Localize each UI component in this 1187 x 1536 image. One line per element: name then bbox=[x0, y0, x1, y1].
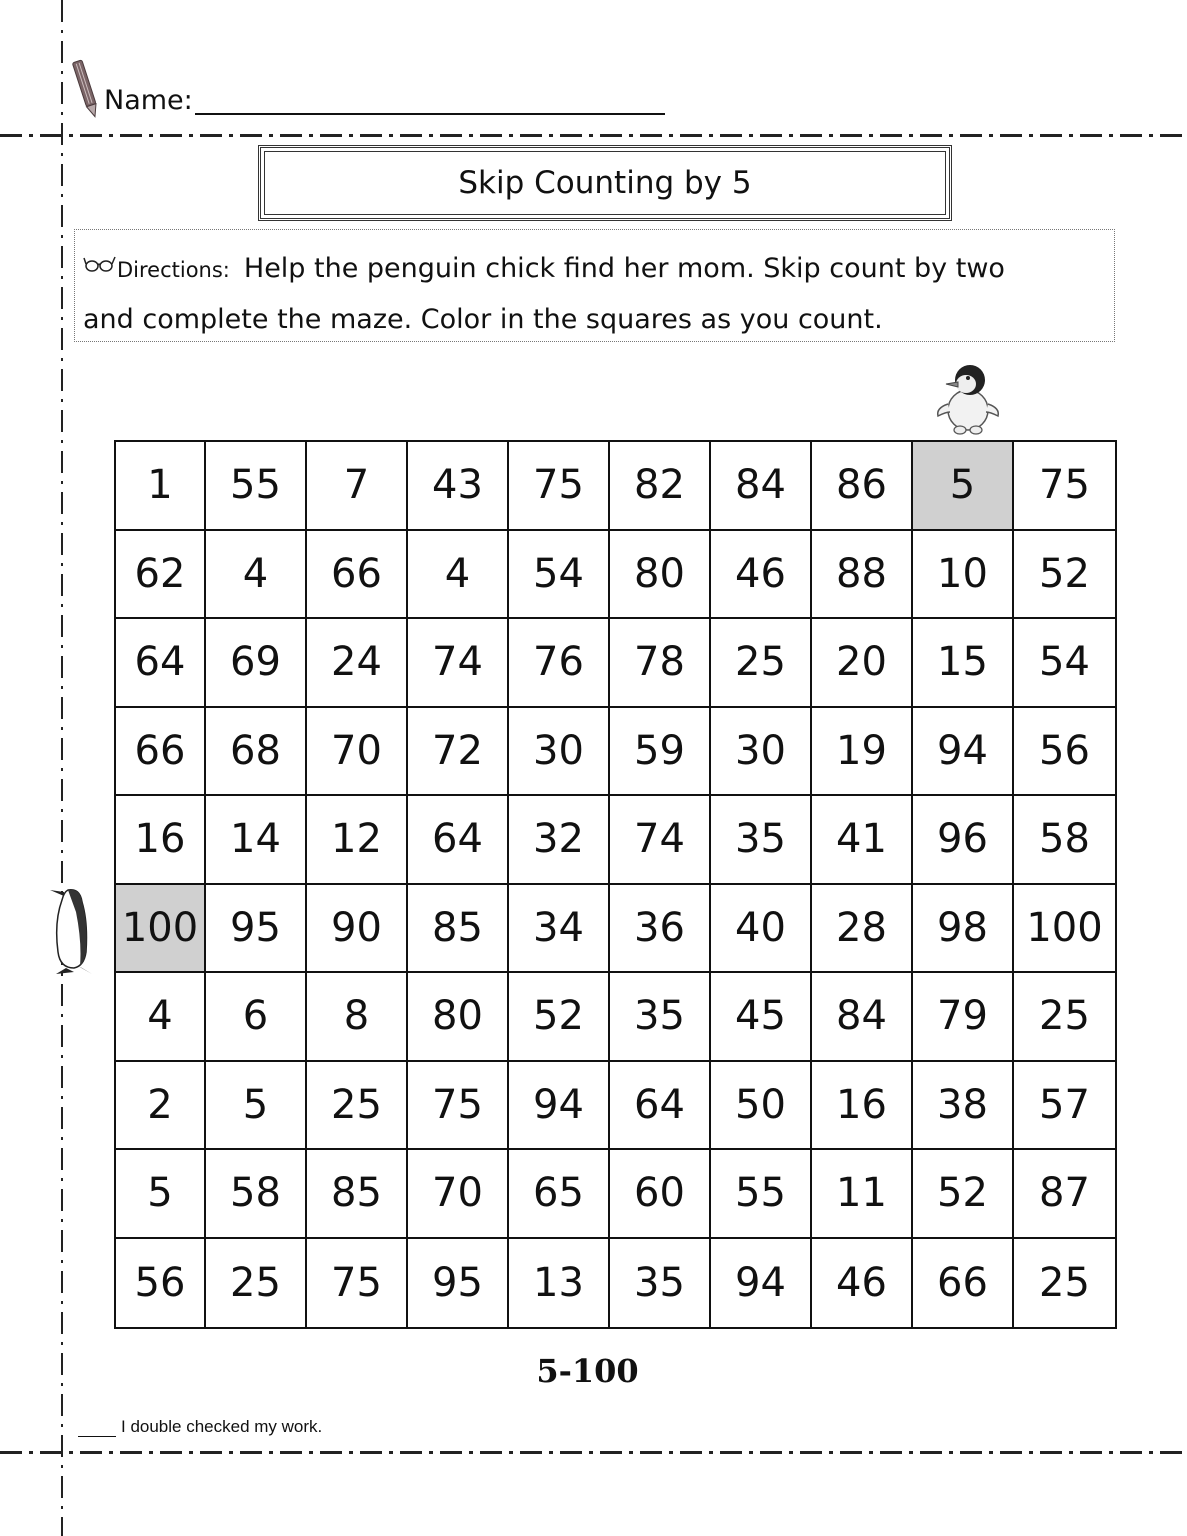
cut-line-top bbox=[0, 134, 1187, 137]
maze-cell[interactable]: 88 bbox=[812, 531, 913, 620]
name-label: Name: bbox=[104, 85, 193, 116]
maze-cell-shaded[interactable]: 5 bbox=[913, 442, 1014, 531]
maze-cell[interactable]: 8 bbox=[307, 973, 408, 1062]
maze-cell[interactable]: 70 bbox=[408, 1150, 509, 1239]
maze-cell[interactable]: 55 bbox=[206, 442, 307, 531]
maze-cell[interactable]: 38 bbox=[913, 1062, 1014, 1151]
maze-cell[interactable]: 25 bbox=[711, 619, 812, 708]
maze-cell[interactable]: 66 bbox=[307, 531, 408, 620]
maze-cell[interactable]: 55 bbox=[711, 1150, 812, 1239]
maze-cell[interactable]: 36 bbox=[610, 885, 711, 974]
directions-line-1 bbox=[83, 240, 1106, 295]
check-text: I double checked my work. bbox=[121, 1417, 323, 1436]
maze-cell[interactable]: 7 bbox=[307, 442, 408, 531]
maze-cell[interactable]: 82 bbox=[610, 442, 711, 531]
maze-cell[interactable]: 59 bbox=[610, 708, 711, 797]
maze-cell[interactable]: 11 bbox=[812, 1150, 913, 1239]
maze-cell[interactable]: 70 bbox=[307, 708, 408, 797]
range-label: 5-100 bbox=[536, 1352, 639, 1390]
maze-cell[interactable]: 56 bbox=[1014, 708, 1115, 797]
maze-cell[interactable]: 5 bbox=[206, 1062, 307, 1151]
maze-cell[interactable]: 50 bbox=[711, 1062, 812, 1151]
maze-grid bbox=[114, 440, 1117, 1329]
maze-cell[interactable]: 13 bbox=[509, 1239, 610, 1328]
maze-cell[interactable]: 64 bbox=[116, 619, 206, 708]
maze-cell[interactable]: 35 bbox=[610, 1239, 711, 1328]
maze-cell[interactable]: 25 bbox=[307, 1062, 408, 1151]
maze-cell[interactable]: 84 bbox=[812, 973, 913, 1062]
maze-cell[interactable]: 94 bbox=[913, 708, 1014, 797]
maze-cell[interactable]: 85 bbox=[307, 1150, 408, 1239]
maze-cell[interactable]: 43 bbox=[408, 442, 509, 531]
maze-cell[interactable]: 32 bbox=[509, 796, 610, 885]
maze-cell[interactable]: 100 bbox=[1014, 885, 1115, 974]
name-row bbox=[72, 50, 665, 120]
name-input-line[interactable] bbox=[195, 113, 665, 115]
maze-cell[interactable]: 68 bbox=[206, 708, 307, 797]
maze-cell[interactable]: 34 bbox=[509, 885, 610, 974]
maze-cell[interactable]: 78 bbox=[610, 619, 711, 708]
maze-cell[interactable]: 75 bbox=[509, 442, 610, 531]
maze-cell[interactable]: 72 bbox=[408, 708, 509, 797]
maze-cell[interactable]: 4 bbox=[206, 531, 307, 620]
maze-cell[interactable]: 84 bbox=[711, 442, 812, 531]
maze-cell[interactable]: 30 bbox=[711, 708, 812, 797]
maze-cell[interactable]: 60 bbox=[610, 1150, 711, 1239]
maze-cell[interactable]: 80 bbox=[408, 973, 509, 1062]
maze-cell[interactable]: 12 bbox=[307, 796, 408, 885]
maze-cell[interactable]: 20 bbox=[812, 619, 913, 708]
maze-cell[interactable]: 75 bbox=[1014, 442, 1115, 531]
maze-cell[interactable]: 74 bbox=[610, 796, 711, 885]
page-title: Skip Counting by 5 bbox=[458, 165, 752, 201]
maze-cell[interactable]: 66 bbox=[116, 708, 206, 797]
maze-cell[interactable]: 58 bbox=[1014, 796, 1115, 885]
maze-cell[interactable]: 19 bbox=[812, 708, 913, 797]
maze-cell[interactable]: 66 bbox=[913, 1239, 1014, 1328]
maze-cell[interactable]: 94 bbox=[509, 1062, 610, 1151]
maze-cell[interactable]: 96 bbox=[913, 796, 1014, 885]
maze-cell[interactable]: 65 bbox=[509, 1150, 610, 1239]
maze-cell[interactable]: 40 bbox=[711, 885, 812, 974]
maze-cell[interactable]: 74 bbox=[408, 619, 509, 708]
maze-cell[interactable]: 14 bbox=[206, 796, 307, 885]
maze-cell[interactable]: 25 bbox=[1014, 1239, 1115, 1328]
maze-cell[interactable]: 87 bbox=[1014, 1150, 1115, 1239]
maze-cell[interactable]: 25 bbox=[1014, 973, 1115, 1062]
directions-text-1: Help the penguin chick find her mom. Skip count by two bbox=[243, 253, 1005, 284]
maze-cell[interactable]: 6 bbox=[206, 973, 307, 1062]
maze-cell[interactable]: 69 bbox=[206, 619, 307, 708]
maze-cell[interactable]: 25 bbox=[206, 1239, 307, 1328]
maze-cell[interactable]: 35 bbox=[711, 796, 812, 885]
maze-cell[interactable]: 79 bbox=[913, 973, 1014, 1062]
maze-cell[interactable]: 80 bbox=[610, 531, 711, 620]
maze-cell[interactable]: 95 bbox=[408, 1239, 509, 1328]
maze-cell[interactable]: 15 bbox=[913, 619, 1014, 708]
maze-cell[interactable]: 54 bbox=[509, 531, 610, 620]
maze-cell[interactable]: 46 bbox=[711, 531, 812, 620]
maze-cell[interactable]: 28 bbox=[812, 885, 913, 974]
maze-cell[interactable]: 64 bbox=[610, 1062, 711, 1151]
maze-cell[interactable]: 1 bbox=[116, 442, 206, 531]
maze-cell[interactable]: 75 bbox=[307, 1239, 408, 1328]
maze-cell[interactable]: 4 bbox=[408, 531, 509, 620]
directions-box bbox=[74, 229, 1115, 342]
self-check bbox=[78, 1417, 322, 1437]
pencil-icon bbox=[72, 58, 100, 120]
maze-cell[interactable]: 62 bbox=[116, 531, 206, 620]
maze-cell[interactable]: 75 bbox=[408, 1062, 509, 1151]
maze-cell[interactable]: 56 bbox=[116, 1239, 206, 1328]
maze-cell[interactable]: 57 bbox=[1014, 1062, 1115, 1151]
maze-cell[interactable]: 52 bbox=[509, 973, 610, 1062]
maze-cell[interactable]: 24 bbox=[307, 619, 408, 708]
maze-cell-shaded[interactable]: 100 bbox=[116, 885, 206, 974]
directions-line-2: and complete the maze. Color in the squares as you count. bbox=[83, 304, 883, 335]
penguin-chick-icon bbox=[928, 360, 1008, 436]
maze-cell[interactable]: 94 bbox=[711, 1239, 812, 1328]
cut-line-vertical bbox=[61, 0, 63, 1536]
maze-cell[interactable]: 30 bbox=[509, 708, 610, 797]
maze-cell[interactable]: 45 bbox=[711, 973, 812, 1062]
maze-cell[interactable]: 58 bbox=[206, 1150, 307, 1239]
title-box bbox=[258, 145, 952, 221]
directions-label: Directions: bbox=[117, 258, 230, 282]
maze-cell[interactable]: 46 bbox=[812, 1239, 913, 1328]
maze-cell[interactable]: 85 bbox=[408, 885, 509, 974]
check-blank[interactable] bbox=[78, 1420, 116, 1437]
maze-cell[interactable]: 35 bbox=[610, 973, 711, 1062]
maze-cell[interactable]: 52 bbox=[1014, 531, 1115, 620]
mother-penguin-icon bbox=[44, 882, 100, 976]
maze-cell[interactable]: 86 bbox=[812, 442, 913, 531]
maze-cell[interactable]: 52 bbox=[913, 1150, 1014, 1239]
maze-cell[interactable]: 16 bbox=[116, 796, 206, 885]
maze-cell[interactable]: 4 bbox=[116, 973, 206, 1062]
maze-cell[interactable]: 5 bbox=[116, 1150, 206, 1239]
glasses-icon bbox=[83, 240, 117, 258]
maze-cell[interactable]: 95 bbox=[206, 885, 307, 974]
maze-cell[interactable]: 10 bbox=[913, 531, 1014, 620]
maze-cell[interactable]: 98 bbox=[913, 885, 1014, 974]
maze-cell[interactable]: 90 bbox=[307, 885, 408, 974]
maze-cell[interactable]: 76 bbox=[509, 619, 610, 708]
maze-cell[interactable]: 16 bbox=[812, 1062, 913, 1151]
cut-line-bottom bbox=[0, 1451, 1187, 1454]
maze-cell[interactable]: 41 bbox=[812, 796, 913, 885]
maze-cell[interactable]: 54 bbox=[1014, 619, 1115, 708]
maze-cell[interactable]: 64 bbox=[408, 796, 509, 885]
maze-cell[interactable]: 2 bbox=[116, 1062, 206, 1151]
